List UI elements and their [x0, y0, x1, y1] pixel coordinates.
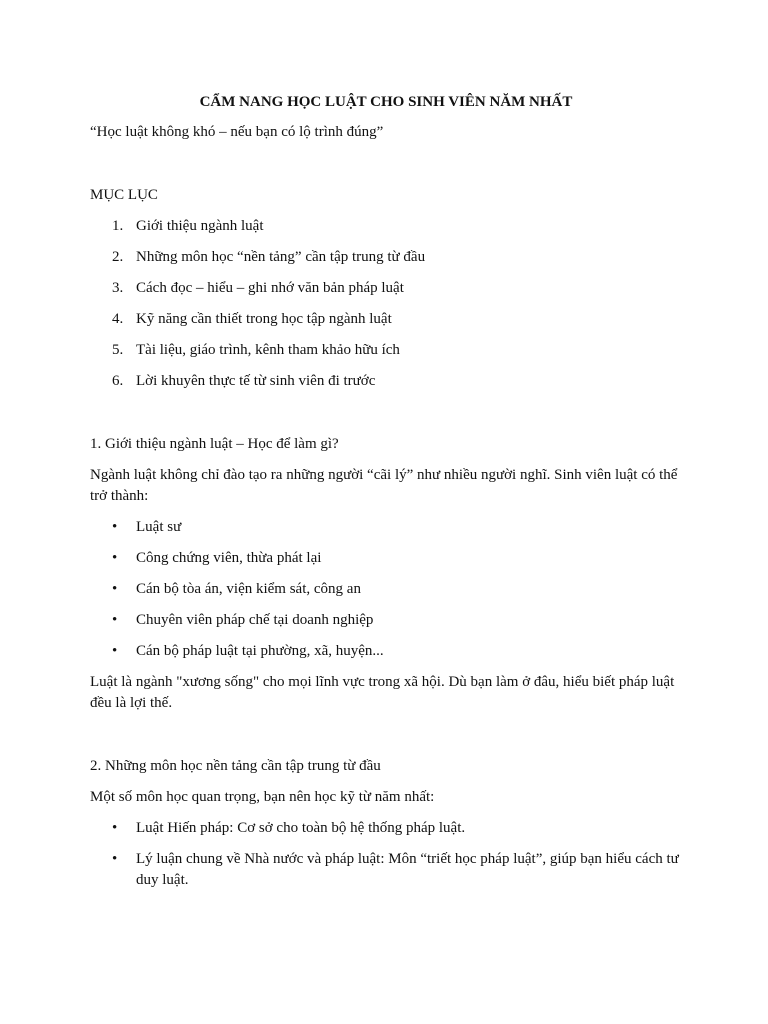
section-1-closing: Luật là ngành "xương sống" cho mọi lĩnh vực trong xã hội. Dù bạn làm ở đâu, hiểu biết pháp luật đều là lợi thế. — [90, 674, 675, 711]
list-item — [90, 610, 682, 631]
list-item — [90, 641, 682, 662]
toc-item-text: Cách đọc – hiểu – ghi nhớ văn bản pháp luật — [136, 280, 404, 296]
list-item-text: Lý luận chung về Nhà nước và pháp luật: Môn “triết học pháp luật”, giúp bạn hiểu cách tư duy luật. — [136, 851, 679, 888]
subject-list — [90, 818, 682, 891]
toc-item — [90, 247, 682, 268]
bullet-icon: • — [112, 612, 118, 628]
toc-heading: MỤC LỤC — [90, 187, 158, 203]
list-item — [90, 517, 682, 538]
toc-item-number: 2. — [112, 249, 124, 265]
toc-item-number: 4. — [112, 311, 124, 327]
toc-item-number: 5. — [112, 342, 124, 358]
toc-item-text: Những môn học “nền tảng” cần tập trung từ đầu — [136, 249, 426, 265]
list-item — [90, 818, 682, 839]
toc-item-text: Kỹ năng cần thiết trong học tập ngành luật — [136, 311, 392, 327]
document-subtitle: “Học luật không khó – nếu bạn có lộ trình đúng” — [90, 124, 384, 140]
section-1-intro: Ngành luật không chỉ đào tạo ra những người “cãi lý” như nhiều người nghĩ. Sinh viên luật có thể trở thành: — [90, 467, 678, 504]
list-item — [90, 849, 682, 891]
bullet-icon: • — [112, 820, 118, 836]
toc-item — [90, 309, 682, 330]
list-item-text: Luật Hiến pháp: Cơ sở cho toàn bộ hệ thống pháp luật. — [136, 820, 466, 836]
toc-item-text: Lời khuyên thực tế từ sinh viên đi trước — [136, 373, 376, 389]
bullet-icon: • — [112, 519, 118, 535]
list-item-text: Công chứng viên, thừa phát lại — [136, 550, 322, 566]
bullet-icon: • — [112, 851, 118, 867]
document-title: CẨM NANG HỌC LUẬT CHO SINH VIÊN NĂM NHẤT — [199, 94, 573, 110]
toc-item — [90, 340, 682, 361]
toc-item-text: Tài liệu, giáo trình, kênh tham khảo hữu ích — [136, 342, 400, 358]
section-2-intro: Một số môn học quan trọng, bạn nên học kỹ từ năm nhất: — [90, 789, 435, 805]
document-page — [90, 92, 682, 901]
toc-item-number: 3. — [112, 280, 124, 296]
list-item — [90, 579, 682, 600]
list-item-text: Cán bộ tòa án, viện kiểm sát, công an — [136, 581, 361, 597]
toc-item-number: 6. — [112, 373, 124, 389]
toc-item-text: Giới thiệu ngành luật — [136, 218, 264, 234]
section-2-heading: 2. Những môn học nền tảng cần tập trung từ đầu — [90, 758, 381, 774]
bullet-icon: • — [112, 550, 118, 566]
toc-item — [90, 216, 682, 237]
table-of-contents — [90, 216, 682, 392]
bullet-icon: • — [112, 643, 118, 659]
list-item-text: Chuyên viên pháp chế tại doanh nghiệp — [136, 612, 374, 628]
toc-item-number: 1. — [112, 218, 124, 234]
bullet-icon: • — [112, 581, 118, 597]
list-item-text: Luật sư — [136, 519, 182, 535]
toc-item — [90, 278, 682, 299]
list-item — [90, 548, 682, 569]
career-list — [90, 517, 682, 662]
toc-item — [90, 371, 682, 392]
section-1-heading: 1. Giới thiệu ngành luật – Học để làm gì? — [90, 436, 339, 452]
list-item-text: Cán bộ pháp luật tại phường, xã, huyện... — [136, 643, 384, 659]
